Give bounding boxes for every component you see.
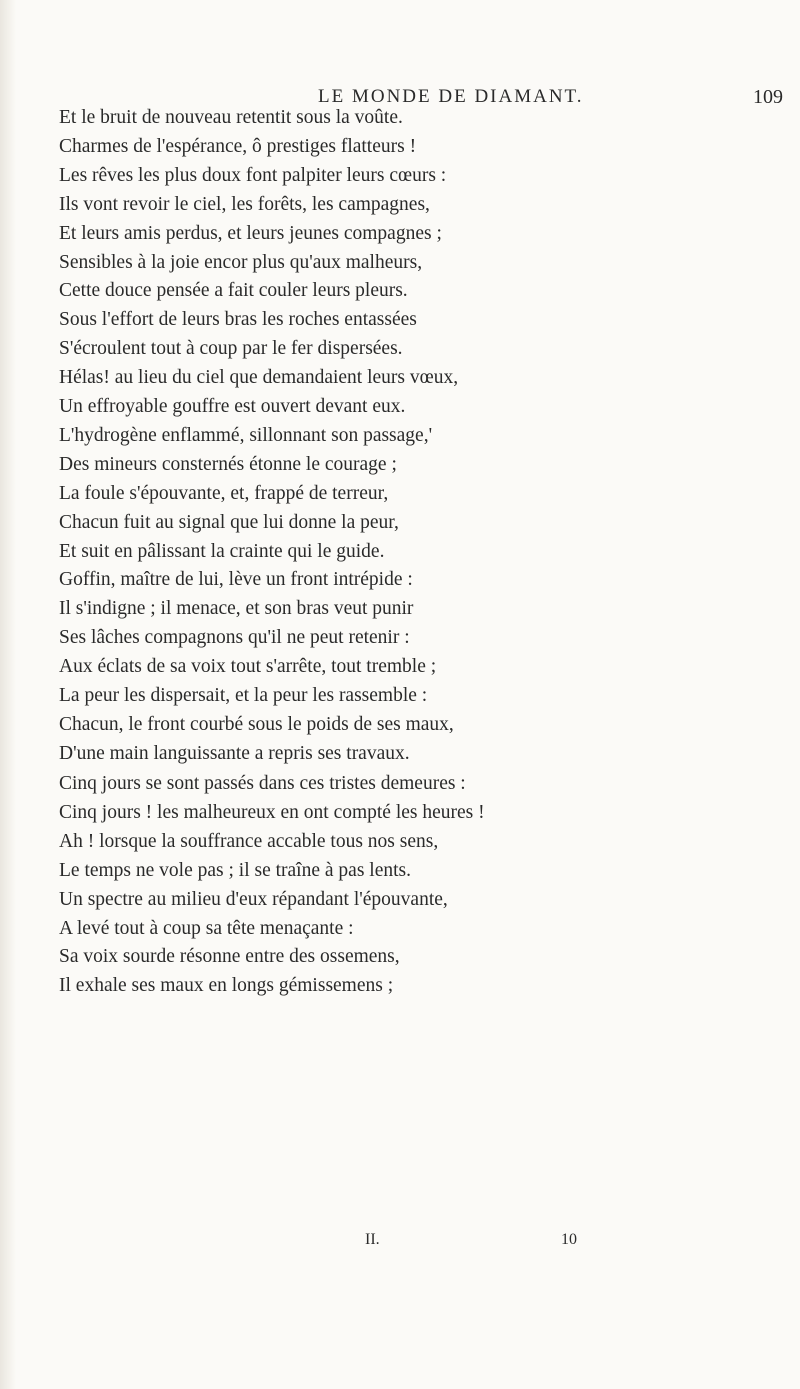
verse-line: Il exhale ses maux en longs gémissemens ; — [59, 975, 394, 997]
verse-line: Ils vont revoir le ciel, les forêts, les campagnes, — [59, 193, 430, 215]
page-number: 109 — [753, 86, 783, 108]
verse-line: La peur les dispersait, et la peur les rassemble : — [59, 685, 428, 706]
verse-line: Cinq jours se sont passés dans ces tristes demeures : — [59, 773, 466, 794]
verse-line: Cinq jours ! les malheureux en ont compté les heures ! — [59, 801, 485, 823]
verse-line: Cette douce pensée a fait couler leurs pleurs. — [59, 280, 408, 302]
verse-line: Sous l'effort de leurs bras les roches entassées — [59, 309, 417, 331]
verse-line: D'une main languissante a repris ses travaux. — [59, 742, 410, 764]
verse-line: Aux éclats de sa voix tout s'arrête, tout tremble ; — [59, 656, 437, 678]
verse-line: Et leurs amis perdus, et leurs jeunes compagnes ; — [59, 222, 442, 244]
verse-line: A levé tout à coup sa tête menaçante : — [59, 917, 354, 939]
verse-line: Ses lâches compagnons qu'il ne peut retenir : — [59, 627, 410, 649]
verse-line: Chacun fuit au signal que lui donne la peur, — [59, 511, 399, 533]
verse-line: Les rêves les plus doux font palpiter leurs cœurs : — [59, 164, 447, 186]
page-edge-shadow — [0, 0, 16, 1389]
verse-line: Un effroyable gouffre est ouvert devant eux. — [59, 396, 406, 417]
running-title: LE MONDE DE DIAMANT. — [318, 86, 584, 107]
verse-line: Un spectre au milieu d'eux répandant l'épouvante, — [59, 888, 448, 910]
signature-mark-gathering: 10 — [561, 1231, 577, 1248]
page-footer — [0, 1231, 800, 1261]
verse-line: S'écroulent tout à coup par le fer dispersées. — [59, 338, 403, 360]
verse-line: Goffin, maître de lui, lève un front intrépide : — [59, 569, 413, 591]
verse-line: Des mineurs consternés étonne le courage ; — [59, 453, 397, 475]
verse-line: Et suit en pâlissant la crainte qui le guide. — [59, 540, 385, 562]
verse-line: Hélas! au lieu du ciel que demandaient leurs vœux, — [59, 367, 459, 389]
verse-line: L'hydrogène enflammé, sillonnant son passage,' — [59, 424, 433, 446]
verse-line: Charmes de l'espérance, ô prestiges flatteurs ! — [59, 135, 417, 157]
verse-line: Sensibles à la joie encor plus qu'aux malheurs, — [59, 251, 423, 273]
verse-line: Sa voix sourde résonne entre des ossemens, — [59, 946, 400, 968]
verse-line: Chacun, le front courbé sous le poids de ses maux, — [59, 713, 454, 735]
verse-line: Et le bruit de nouveau retentit sous la voûte. — [59, 107, 403, 128]
verse-line: Ah ! lorsque la souffrance accable tous nos sens, — [59, 830, 439, 852]
verse-line: Il s'indigne ; il menace, et son bras veut punir — [59, 598, 414, 620]
verse-line: La foule s'épouvante, et, frappé de terreur, — [59, 482, 389, 504]
verse-line: Le temps ne vole pas ; il se traîne à pas lents. — [59, 859, 411, 881]
signature-mark-volume: II. — [365, 1231, 380, 1248]
